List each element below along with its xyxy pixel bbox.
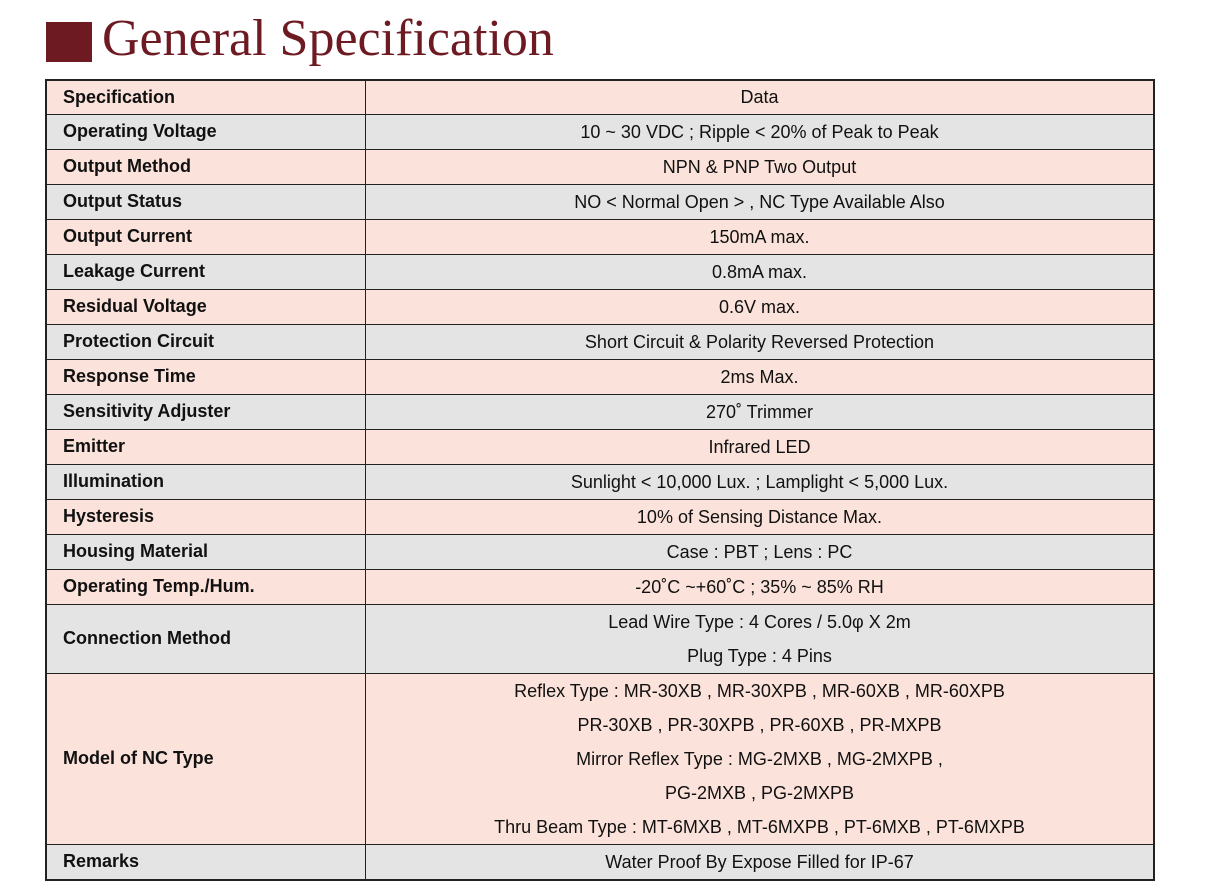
spec-value-line: NO < Normal Open > , NC Type Available Also: [574, 191, 945, 212]
spec-name: Operating Temp./Hum.: [46, 569, 366, 604]
header-data: Data: [366, 80, 1155, 114]
specification-table: [45, 79, 1155, 881]
spec-value-line: PR-30XB , PR-30XPB , PR-60XB , PR-MXPB: [577, 714, 942, 735]
table-row: [46, 499, 1154, 534]
spec-value-line: PG-2MXB , PG-2MXPB: [664, 782, 855, 803]
table-row: [46, 359, 1154, 394]
header-specification: Specification: [46, 80, 366, 114]
spec-value-line: 0.8mA max.: [711, 261, 808, 282]
table-row: [46, 429, 1154, 464]
spec-name: Output Method: [46, 149, 366, 184]
table-row: [46, 394, 1154, 429]
spec-name: Connection Method: [46, 604, 366, 673]
spec-value: [366, 429, 1155, 464]
spec-value-line: -20˚C ~+60˚C ; 35% ~ 85% RH: [635, 576, 884, 597]
table-row: [46, 184, 1154, 219]
spec-value-line: Reflex Type : MR-30XB , MR-30XPB , MR-60XB , MR-60XPB: [514, 680, 1005, 701]
spec-name: Residual Voltage: [46, 289, 366, 324]
spec-name: Output Status: [46, 184, 366, 219]
spec-value: [366, 324, 1155, 359]
table-row: [46, 534, 1154, 569]
spec-name: Remarks: [46, 844, 366, 880]
spec-value-line: Lead Wire Type : 4 Cores / 5.0φ X 2m: [608, 611, 911, 632]
spec-value-line: 0.6V max.: [718, 296, 801, 317]
spec-value: [366, 604, 1155, 673]
spec-value-line: Plug Type : 4 Pins: [687, 645, 832, 666]
spec-value-line: Case : PBT ; Lens : PC: [666, 541, 853, 562]
table-row: [46, 569, 1154, 604]
spec-name: Response Time: [46, 359, 366, 394]
spec-value-line: Sunlight < 10,000 Lux. ; Lamplight < 5,000 Lux.: [570, 471, 949, 492]
spec-value: [366, 569, 1155, 604]
table-row: [46, 149, 1154, 184]
spec-name: Model of NC Type: [46, 673, 366, 844]
table-header-row: [46, 80, 1154, 114]
table-row: [46, 604, 1154, 673]
square-bullet-icon: [46, 22, 92, 62]
spec-name: Emitter: [46, 429, 366, 464]
table-row: [46, 464, 1154, 499]
spec-name: Output Current: [46, 219, 366, 254]
table-row: [46, 324, 1154, 359]
spec-name: Leakage Current: [46, 254, 366, 289]
spec-value-line: Thru Beam Type : MT-6MXB , MT-6MXPB , PT-6MXB , PT-6MXPB: [494, 816, 1025, 837]
spec-value-line: 10% of Sensing Distance Max.: [636, 506, 883, 527]
table-row: [46, 114, 1154, 149]
spec-value: [366, 254, 1155, 289]
spec-value-line: Mirror Reflex Type : MG-2MXB , MG-2MXPB ,: [576, 748, 943, 769]
spec-name: Hysteresis: [46, 499, 366, 534]
spec-value-line: Infrared LED: [708, 436, 811, 457]
spec-value-line: 150mA max.: [709, 226, 810, 247]
table-row: [46, 254, 1154, 289]
spec-value: [366, 184, 1155, 219]
table-row: [46, 289, 1154, 324]
spec-value: [366, 219, 1155, 254]
spec-value: [366, 464, 1155, 499]
table-row: [46, 673, 1154, 844]
spec-name: Protection Circuit: [46, 324, 366, 359]
spec-name: Illumination: [46, 464, 366, 499]
spec-value: [366, 114, 1155, 149]
page-title: General Specification: [102, 10, 554, 67]
spec-value-line: 10 ~ 30 VDC ; Ripple < 20% of Peak to Peak: [580, 121, 939, 142]
spec-value: [366, 394, 1155, 429]
spec-value: [366, 499, 1155, 534]
spec-value-line: NPN & PNP Two Output: [662, 156, 857, 177]
spec-name: Operating Voltage: [46, 114, 366, 149]
spec-value: [366, 673, 1155, 844]
spec-value: [366, 149, 1155, 184]
spec-name: Sensitivity Adjuster: [46, 394, 366, 429]
table-row: [46, 844, 1154, 880]
spec-value-line: 270˚ Trimmer: [705, 401, 813, 422]
spec-value: [366, 534, 1155, 569]
spec-value-line: 2ms Max.: [720, 366, 799, 387]
spec-value-line: Short Circuit & Polarity Reversed Protection: [584, 331, 935, 352]
spec-value: [366, 359, 1155, 394]
spec-value: [366, 844, 1155, 880]
page-heading: [46, 6, 554, 72]
spec-name: Housing Material: [46, 534, 366, 569]
spec-value: [366, 289, 1155, 324]
table-row: [46, 219, 1154, 254]
spec-value-line: Water Proof By Expose Filled for IP-67: [605, 851, 914, 872]
